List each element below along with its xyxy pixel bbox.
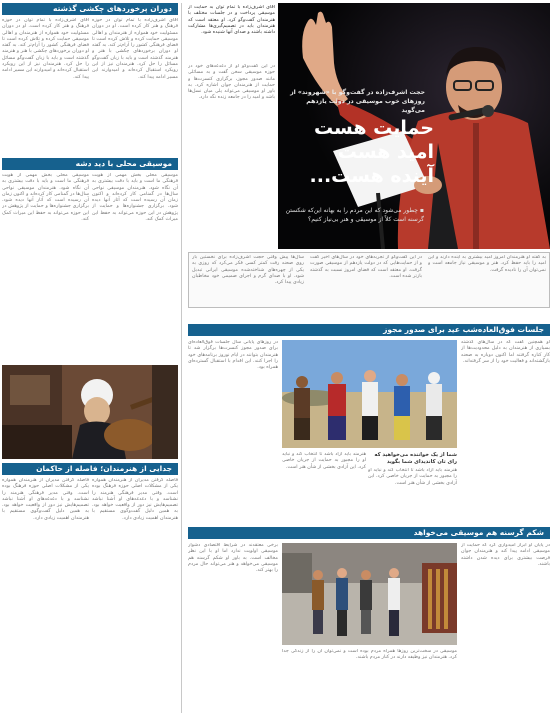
mid-col-1: در روزهای پایانی سال جلسات فوق‌العاده‌ای برای صدور مجوز کنسرت‌ها برگزار شد تا هنرمندان بتوانند در ایام نوروز برنامه‌های خود را اجرا کنند. این اقدام با استقبال گسترده‌ای همراه بود.	[188, 340, 278, 371]
intro-col-2: در این گفت‌وگو از تجربه‌های خود در سال‌های اخیر گفت و از حمایت‌هایی که در دولت یازدهم از موسیقی صورت گرفت. او معتقد است که فضای امروز نسبت به گذشته بازتر شده است.	[310, 255, 422, 279]
section-title-1: دوران پرخوردهای چکشی گذشته	[2, 3, 178, 15]
low-col-1: برخی معتقدند در شرایط اقتصادی دشوار موسیقی اولویت ندارد اما او با این نظر مخالف است. به باور او شکم گرسنه هم موسیقی می‌خواهد و هنر می‌تواند حال مردم را بهتر کند.	[188, 543, 278, 574]
mid-col-2: هنرمند باید آزاد باشد تا انتخاب کند و نباید او را مجبور به حمایت از جریان خاصی کرد. این آزادی بخشی از شأن هنر است.	[282, 452, 366, 470]
middle-body-text: در این گفت‌وگو او از دغدغه‌های خود در حوزه موسیقی سخن گفت و به مسائلی مانند صدور مجوز، برگزاری کنسرت‌ها و حمایت از هنرمندان جوان اشاره کرد. به باور او موسیقی می‌تواند پلی میان نسل‌ها باشد و امید را در جامعه زنده نگه دارد.	[188, 64, 275, 101]
intro-col-3: به گفته او هنرمندان امروز امید بیشتری به آینده دارند و این امید را باید حفظ کرد. هنر و موسیقی نیاز جامعه است و نمی‌توان آن را نادیده گرفت.	[428, 255, 546, 273]
festival-illustration	[282, 340, 457, 448]
street-photo	[282, 543, 457, 645]
section3-text-b: فاصله گرفتن مدیران از هنرمندان همواره یکی از مشکلات اصلی حوزه فرهنگ بوده است. وقتی مدیر فرهنگی هنرمند را نشناسد و با دغدغه‌های او آشنا نباشد تصمیم‌هایش نیز دور از واقعیت خواهد بود. به همین دلیل گفت‌وگوی مستقیم با هنرمندان اهمیت زیادی دارد.	[92, 478, 178, 521]
festival-photo	[282, 340, 457, 448]
oud-player-illustration	[2, 365, 178, 459]
mid-col-2b: هنرمند باید آزاد باشد تا انتخاب کند و نباید او را مجبور به حمایت از جریان خاصی کرد. این آزادی بخشی از شأن هنر است.	[368, 468, 457, 486]
hero-headline	[284, 116, 434, 188]
intro-text: آقای اشرف‌زاده با تمام توان به حمایت از موسیقی پرداخت و در جلسات مختلف با هنرمندان گفت‌وگو کرد. او معتقد است که هنرمندان باید در تصمیم‌گیری‌ها مشارکت داشته باشند و صدای آنها شنیده شود.	[188, 5, 275, 36]
mid-col-3: او همچنین گفت که در سال‌های گذشته بسیاری از هنرمندان به دلیل محدودیت‌ها از کار کناره گرفتند اما اکنون دوباره به صحنه بازگشته‌اند و فعالیت خود را از سر گرفته‌اند.	[461, 340, 550, 364]
section2-text-a: موسیقی محلی بخش مهمی از هویت فرهنگی ما است و باید با دقت بیشتری به آن نگاه شود. هنرمندان موسیقی نواحی سال‌ها در گمنامی کار کرده‌اند و اکنون زمان آن رسیده است که آثار آنها دیده شود. برگزاری جشنواره‌ها و حمایت از پژوهش در این حوزه می‌تواند به حفظ این میراث کمک کند.	[2, 173, 89, 223]
hero-subhead: ▪ چطور می‌شود که این مردم را به بهانه این‌که شکستن گرسنه است کلاً از موسیقی و هنر بی‌نیاز کنیم؟	[285, 207, 424, 223]
column-divider	[181, 3, 182, 713]
intro-col-1: سال‌ها پیش وقتی حجت اشرف‌زاده برای نخستین بار روی صحنه رفت کمتر کسی فکر می‌کرد که روزی به یکی از چهره‌های شناخته‌شده موسیقی ایرانی تبدیل شود. او با صدای گرم و اجرای صمیمی خود مخاطبان زیادی پیدا کرد.	[192, 255, 304, 286]
section-title-2: موسیقی محلی با دید دشه	[2, 158, 178, 170]
section1-text-a: آقای اشرف‌زاده با تمام توان در حوزه فرهنگ و هنر کار کرده است. او در دوران مسئولیت خود همواره از هنرمندان و اهالی موسیقی حمایت کرده و تلاش کرده است تا فضای فرهنگی کشور را آرام‌تر کند. به گفته او دوران برخوردهای چکشی با هنر و هنرمند گذشته است و باید با زبان گفت‌وگو مسائل را حل کرد. هنرمندان نیز از این رویکرد استقبال کرده‌اند و امیدوارند این مسیر ادامه پیدا کند.	[2, 18, 89, 80]
hero-lede: حجت اشرف‌زاده در گفت‌وگو با «شهروند» از روزهای خوب موسیقی در دولت یازدهم می‌گوید	[290, 89, 425, 114]
low-col-3: در پایان او ابراز امیدواری کرد که حمایت از موسیقی ادامه پیدا کند و هنرمندان جوان فرصت بیشتری برای دیده شدن داشته باشند.	[461, 543, 550, 567]
street-illustration	[282, 543, 457, 645]
section3-text-a: فاصله گرفتن مدیران از هنرمندان همواره یکی از مشکلات اصلی حوزه فرهنگ بوده است. وقتی مدیر فرهنگی هنرمند را نشناسد و با دغدغه‌های او آشنا نباشد تصمیم‌هایش نیز دور از واقعیت خواهد بود. به همین دلیل گفت‌وگوی مستقیم با هنرمندان اهمیت زیادی دارد.	[2, 478, 89, 521]
headline-line-1: حمایت هست	[313, 117, 434, 139]
section2-text-b: موسیقی محلی بخش مهمی از هویت فرهنگی ما است و باید با دقت بیشتری به آن نگاه شود. هنرمندان موسیقی نواحی سال‌ها در گمنامی کار کرده‌اند و اکنون زمان آن رسیده است که آثار آنها دیده شود. برگزاری جشنواره‌ها و حمایت از پژوهش در این حوزه می‌تواند به حفظ این میراث کمک کند.	[92, 173, 178, 223]
oud-player-photo	[2, 365, 178, 459]
headline-line-3: آینده هست...	[309, 165, 434, 187]
section1-text-b: آقای اشرف‌زاده با تمام توان در حوزه فرهنگ و هنر کار کرده است. او در دوران مسئولیت خود همواره از هنرمندان و اهالی موسیقی حمایت کرده و تلاش کرده است تا فضای فرهنگی کشور را آرام‌تر کند. به گفته او دوران برخوردهای چکشی با هنر و هنرمند گذشته است و باید با زبان گفت‌وگو مسائل را حل کرد. هنرمندان نیز از این رویکرد استقبال کرده‌اند و امیدوارند این مسیر ادامه پیدا کند.	[92, 18, 178, 80]
section-title-3: جدایی از هنرمندان؛ فاصله از حاکمان	[2, 463, 178, 475]
mid-quote: شما از یک خواننده می‌خواهید که رای تان کاندیدای شما بگوید	[374, 452, 457, 466]
low-col-2: موسیقی در سخت‌ترین روزها همراه مردم بوده است و نمی‌توان آن را از زندگی جدا کرد. هنرمندان نیز وظیفه دارند در کنار مردم باشند.	[282, 649, 457, 661]
headline-line-2: امید هست	[337, 141, 434, 163]
section-title-mid: جلسات فوق‌العاده‌شب عید برای صدور مجوز	[188, 324, 550, 336]
section-title-low: شکم گرسنه هم موسیقی می‌خواهد	[188, 527, 550, 539]
